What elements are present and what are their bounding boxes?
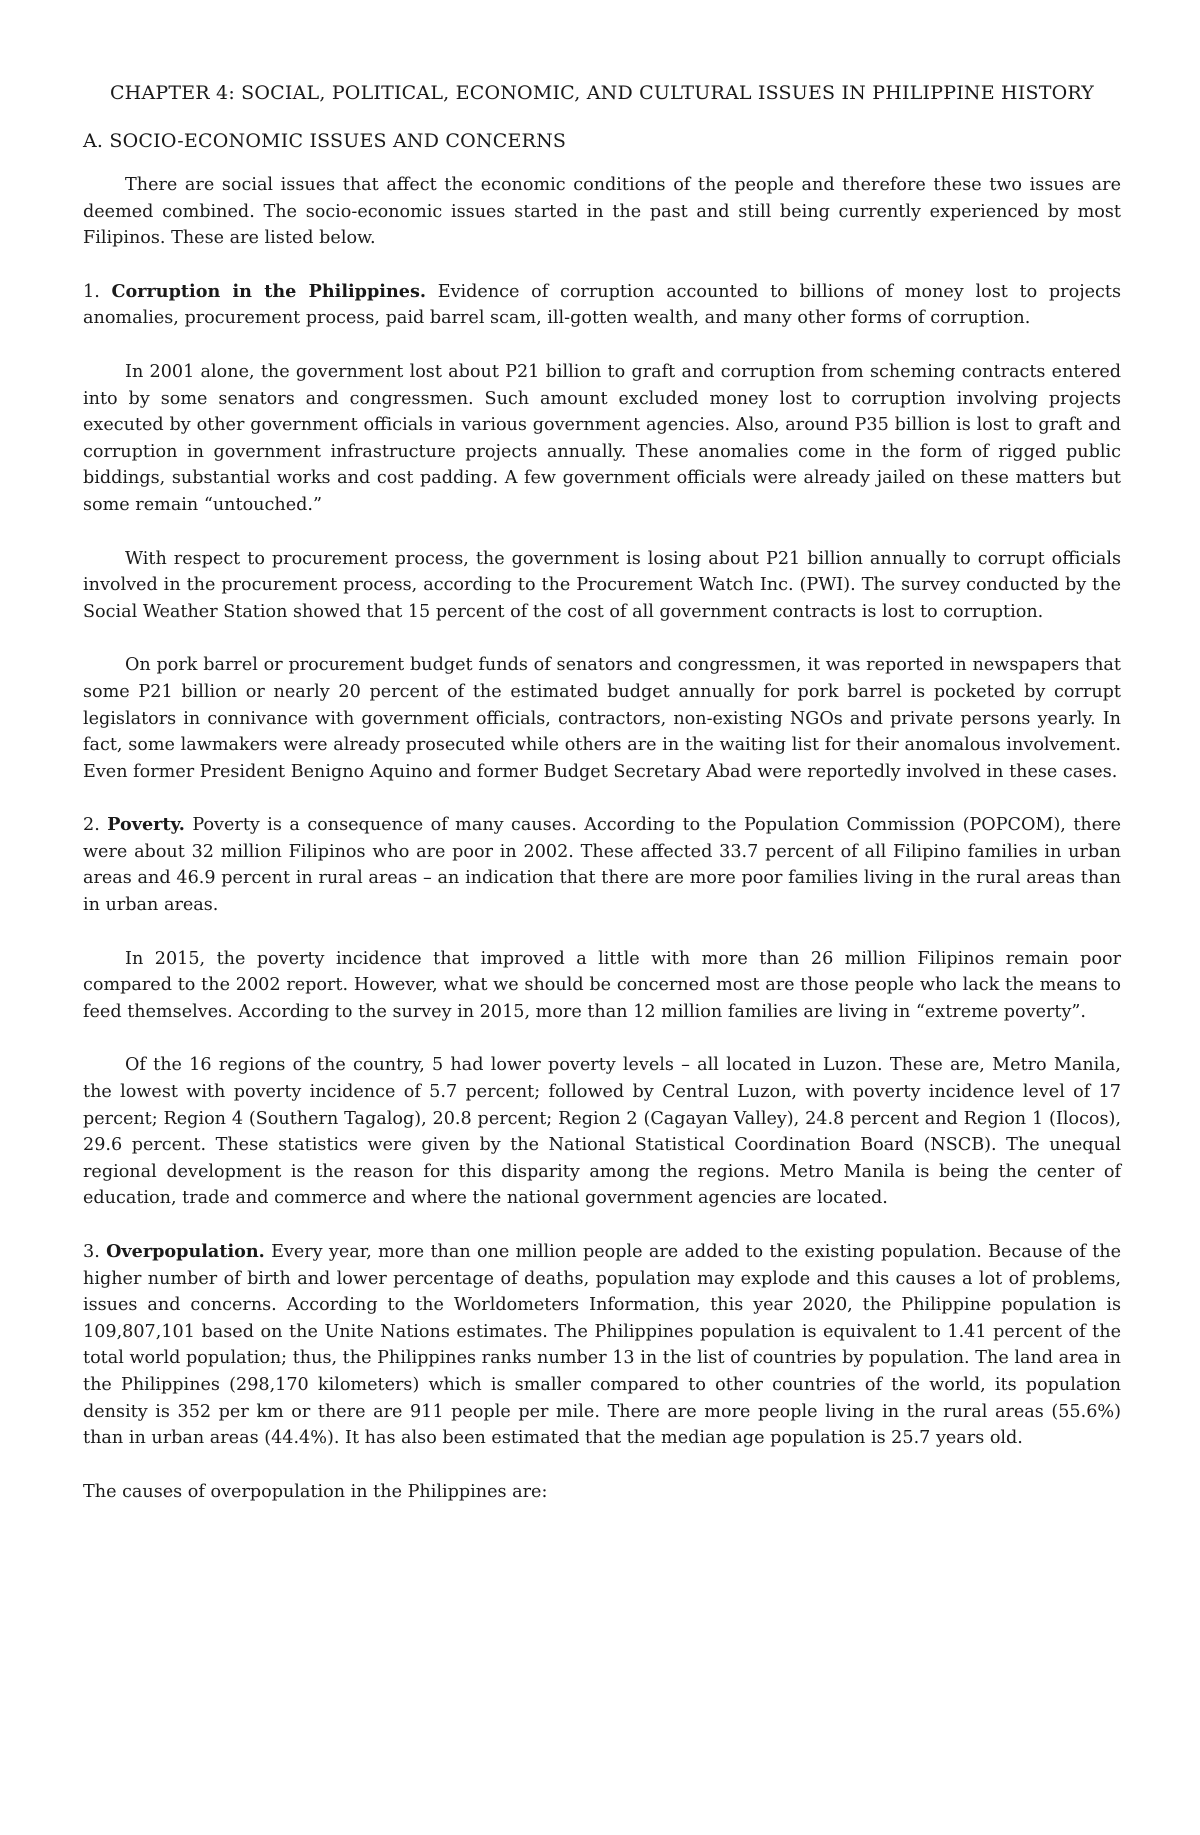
item-title: Overpopulation. <box>106 1241 265 1262</box>
item-overpopulation <box>83 1239 1121 1452</box>
poverty-paragraph-2: Of the 16 regions of the country, 5 had lower poverty levels – all located in Luzon. These are, Metro Manila, the lowest with poverty incidence of 5.7 percent; followed by Central Luzon, with poverty incidence level of 17 percent; Region 4 (Southern Tagalog), 20.8 percent; Region 2 (Cagayan Valley), 24.8 percent and Region 1 (Ilocos), 29.6 percent. These statistics were given by the National Statistical Coordination Board (NSCB). The unequal regional development is the reason for this disparity among the regions. Metro Manila is being the center of education, trade and commerce and where the national government agencies are located. <box>83 1055 1121 1209</box>
corruption-paragraph-1: In 2001 alone, the government lost about P21 billion to graft and corruption from scheming contracts entered into by some senators and congressmen. Such amount excluded money lost to corruption involving projects executed by other government officials in various government agencies. Also, around P35 billion is lost to graft and corruption in government infrastructure projects annually. These anomalies come in the form of rigged public biddings, substantial works and cost padding. A few government officials were already jailed on these matters but some remain “untouched.” <box>83 361 1121 515</box>
poverty-paragraph-1: In 2015, the poverty incidence that improved a little with more than 26 million Filipinos remain poor compared to the 2002 report. However, what we should be concerned most are those people who lack the means to feed themselves. According to the survey in 2015, more than 12 million families are living in “extreme poverty”. <box>83 948 1121 1022</box>
document-page <box>83 80 1121 1505</box>
item-number: 2. <box>83 815 100 836</box>
item-text: Every year, more than one million people are added to the existing population. Because of the higher number of birth and lower percentage of deaths, population may explode and this causes a lot of problems, issues and concerns. According to the Worldometers Information, this year 2020, the Philippine population is 109,807,101 based on the Unite Nations estimates. The Philippines population is equivalent to 1.41 percent of the total world population; thus, the Philippines ranks number 13 in the list of countries by population. The land area in the Philippines (298,170 kilometers) which is smaller compared to other countries of the world, its population density is 352 per km or there are 911 people per mile. There are more people living in the rural areas (55.6%) than in urban areas (44.4%). It has also been estimated that the median age population is 25.7 years old. <box>83 1242 1122 1449</box>
item-text: Evidence of corruption accounted to billions of money lost to projects anomalies, procurement process, paid barrel scam, ill-gotten wealth, and many other forms of corruption. <box>83 281 1122 329</box>
item-poverty <box>83 812 1121 918</box>
intro-paragraph: There are social issues that affect the economic conditions of the people and therefore these two issues are deemed combined. The socio-economic issues started in the past and still being currently experienced by most Filipinos. These are listed below. <box>83 175 1121 249</box>
chapter-title: CHAPTER 4: SOCIAL, POLITICAL, ECONOMIC, AND CULTURAL ISSUES IN PHILIPPINE HISTORY <box>109 82 1095 104</box>
item-number: 3. <box>83 1242 100 1262</box>
item-corruption <box>83 279 1121 332</box>
corruption-paragraph-3: On pork barrel or procurement budget funds of senators and congressmen, it was reported in newspapers that some P21 billion or nearly 20 percent of the estimated budget annually for pork barrel is pocketed by corrupt legislators in connivance with government officials, contractors, non-existing NGOs and private persons yearly. In fact, some lawmakers were already prosecuted while others are in the waiting list for their anomalous involvement. Even former President Benigno Aquino and former Budget Secretary Abad were reportedly involved in these cases. <box>83 655 1121 782</box>
item-text: Poverty is a consequence of many causes. According to the Population Commission (POPCOM), there were about 32 million Filipinos who are poor in 2002. These affected 33.7 percent of all Filipino families in urban areas and 46.9 percent in rural areas – an indication that there are more poor families living in the rural areas than in urban areas. <box>83 815 1121 916</box>
item-title: Corruption in the Philippines. <box>111 280 426 302</box>
closing-paragraph: The causes of overpopulation in the Philippines are: <box>83 1481 548 1502</box>
corruption-paragraph-2: With respect to procurement process, the government is losing about P21 billion annually to corrupt officials involved in the procurement process, according to the Procurement Watch Inc. (PWI). The survey conducted by the Social Weather Station showed that 15 percent of the cost of all government contracts is lost to corruption. <box>83 548 1121 622</box>
item-title: Poverty. <box>107 814 185 836</box>
item-number: 1. <box>83 281 100 302</box>
section-heading: A. SOCIO-ECONOMIC ISSUES AND CONCERNS <box>83 130 567 152</box>
